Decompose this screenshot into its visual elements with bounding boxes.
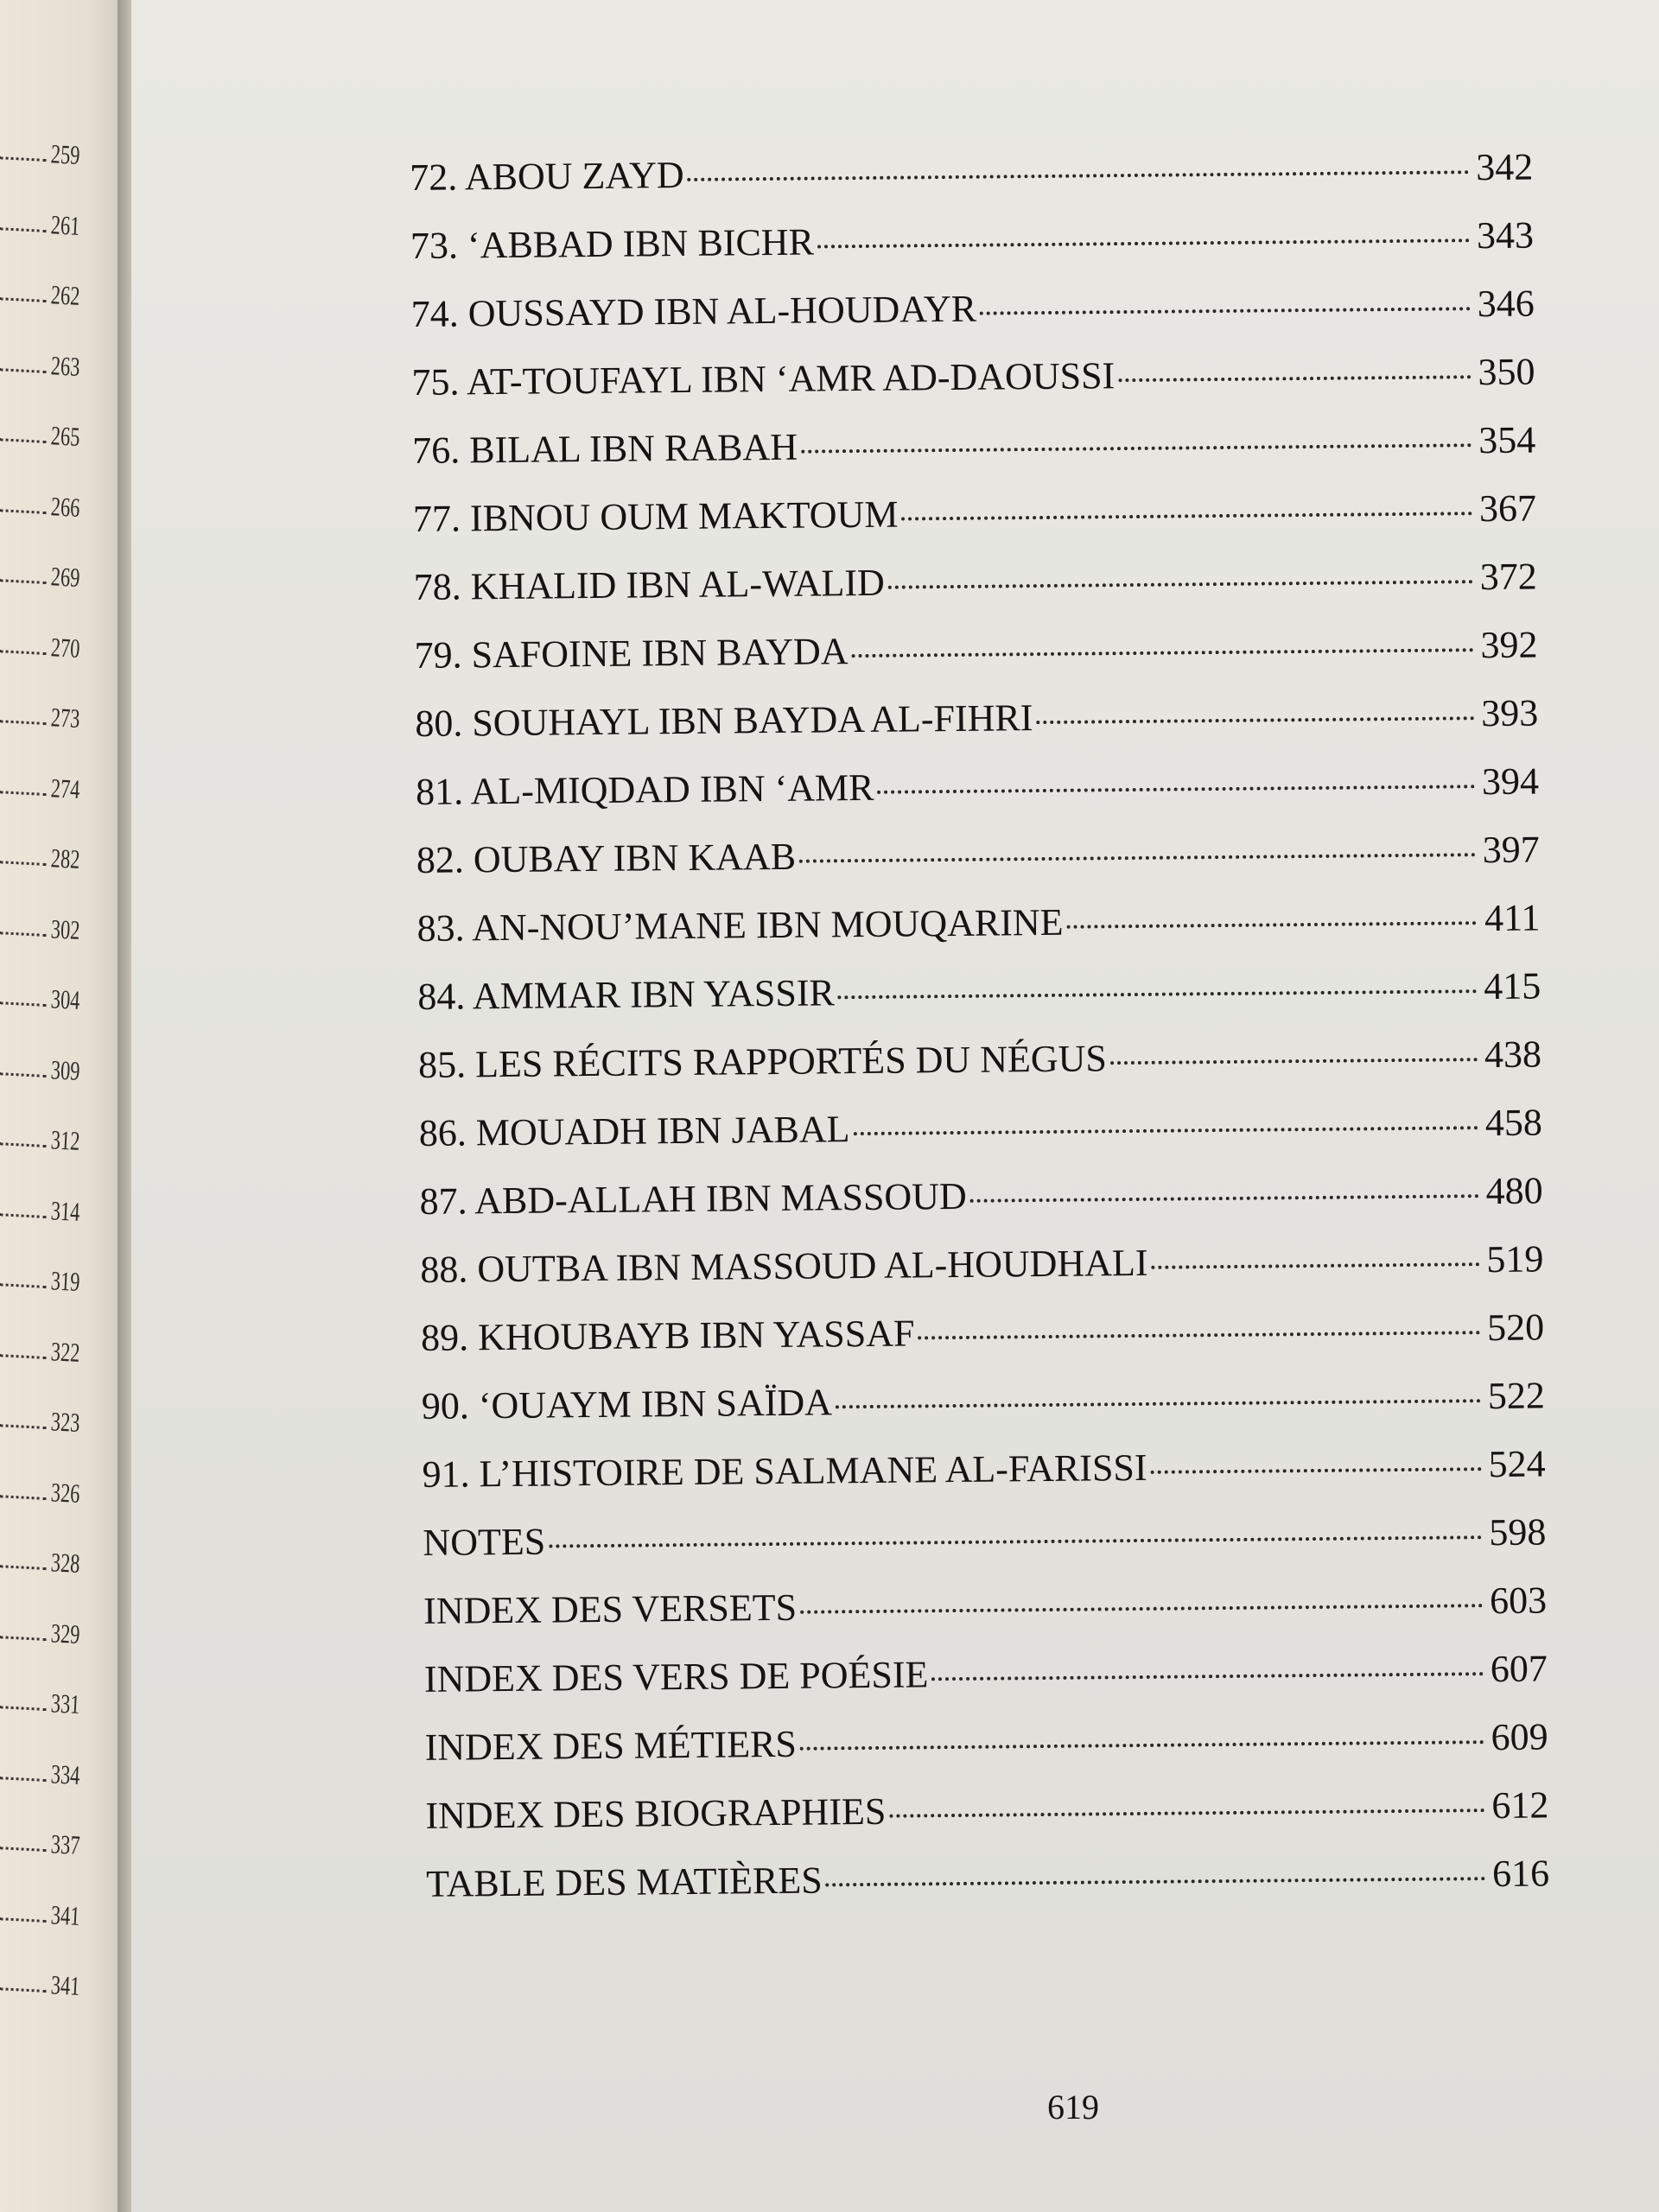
toc-entry-title: 89. KHOUBAYB IBN YASSAF: [420, 1312, 915, 1359]
dot-leader: [889, 1808, 1484, 1818]
toc-entry-page: 616: [1491, 1852, 1550, 1896]
previous-page-entry-number: 274: [49, 772, 80, 804]
toc-entry-title: NOTES: [423, 1520, 546, 1564]
previous-page-entry-number: 322: [49, 1335, 80, 1368]
previous-page-entry-number: 282: [49, 842, 80, 874]
toc-entry: [425, 1783, 1549, 1861]
toc-entry-page: 393: [1481, 691, 1539, 735]
toc-entry-page: 609: [1491, 1715, 1548, 1759]
toc-entry-page: 350: [1478, 350, 1535, 394]
toc-entry: [416, 759, 1540, 837]
previous-page-entry-number: 273: [49, 702, 80, 734]
dot-leader: [0, 297, 47, 302]
previous-page-entry: [0, 1330, 80, 1369]
dot-leader: [0, 931, 47, 937]
dot-leader: [0, 1917, 47, 1923]
dot-leader: [1110, 1058, 1478, 1065]
previous-page-entry-number: 269: [49, 561, 80, 593]
toc-entry-title: 85. LES RÉCITS RAPPORTÉS DU NÉGUS: [417, 1037, 1108, 1086]
dot-leader: [852, 648, 1474, 658]
toc-entry: [424, 1714, 1548, 1793]
toc-entry-page: 372: [1479, 555, 1537, 599]
toc-entry: [411, 350, 1535, 429]
dot-leader: [0, 861, 47, 866]
toc-entry-page: 354: [1478, 418, 1536, 462]
toc-entry-page: 343: [1476, 213, 1535, 257]
previous-page-entry-number: 270: [49, 631, 80, 664]
previous-page-entry: [0, 766, 80, 805]
previous-page-entry: [0, 344, 80, 383]
previous-page-entry-number: 329: [49, 1617, 80, 1649]
toc-entry: [411, 282, 1535, 360]
previous-page-entry-number: 341: [49, 1969, 80, 2001]
dot-leader: [688, 170, 1470, 181]
dot-leader: [0, 1777, 47, 1782]
previous-page-entry-number: 341: [49, 1898, 80, 1931]
toc-entry-page: 520: [1486, 1306, 1545, 1350]
previous-page-entry: [0, 1541, 80, 1580]
previous-page-entry: [0, 1963, 80, 2002]
previous-page-entry-number: 326: [49, 1476, 80, 1509]
dot-leader: [980, 307, 1471, 315]
previous-page-entry: [0, 203, 80, 242]
dot-leader: [970, 1194, 1479, 1203]
toc-entry-title: 88. OUTBA IBN MASSOUD AL-HOUDHALI: [420, 1241, 1148, 1291]
toc-entry-page: 438: [1484, 1033, 1542, 1077]
toc-entry-title: 90. ‘OUAYM IBN SAÏDA: [421, 1381, 833, 1427]
toc-entry: [412, 418, 1536, 497]
dot-leader: [0, 579, 47, 584]
previous-page-entry-number: 312: [49, 1124, 80, 1156]
previous-page-entry: [0, 555, 80, 594]
previous-page-entry: [0, 273, 80, 312]
previous-page-entry-number: 328: [49, 1547, 80, 1579]
dot-leader: [800, 1740, 1484, 1751]
dot-leader: [901, 512, 1472, 520]
dot-leader: [800, 1604, 1483, 1614]
previous-page-entry-number: 331: [49, 1688, 80, 1719]
toc-entry: [419, 1100, 1543, 1179]
toc-entry-title: 82. OUBAY IBN KAAB: [416, 835, 797, 881]
previous-page-entry-number: 259: [49, 138, 80, 170]
toc-entry-page: 346: [1477, 282, 1535, 326]
toc-entry-page: 415: [1484, 964, 1541, 1008]
previous-page-entry: [0, 977, 80, 1016]
toc-entry-page: 524: [1488, 1442, 1546, 1486]
previous-page-entry-number: 304: [49, 983, 80, 1015]
previous-page-entry: [0, 626, 80, 664]
dot-leader: [0, 650, 47, 655]
toc-entry-page: 607: [1490, 1647, 1548, 1691]
previous-page-entry: [0, 1048, 80, 1087]
dot-leader: [0, 720, 47, 725]
toc-entry: [418, 1032, 1542, 1110]
dot-leader: [0, 1495, 47, 1500]
dot-leader: [888, 580, 1473, 588]
previous-page-entry-number: 309: [49, 1053, 80, 1086]
toc-entry-page: 411: [1484, 896, 1541, 940]
toc-entry-title: INDEX DES BIOGRAPHIES: [425, 1789, 887, 1837]
toc-entry-title: 72. ABOU ZAYD: [410, 153, 684, 199]
toc-entry-title: 86. MOUADH IBN JABAL: [418, 1108, 850, 1154]
dot-leader: [0, 1706, 47, 1711]
toc-entry-page: 392: [1480, 623, 1538, 667]
toc-entry: [421, 1305, 1545, 1383]
dot-leader: [549, 1535, 1482, 1548]
toc-entry: [422, 1373, 1546, 1452]
toc-entry-page: 367: [1478, 486, 1537, 531]
toc-entry: [422, 1441, 1546, 1520]
dot-leader: [0, 368, 47, 373]
previous-page-entry: [0, 836, 80, 875]
toc-entry: [423, 1510, 1547, 1588]
toc-entry: [423, 1578, 1548, 1656]
dot-leader: [0, 791, 47, 796]
dot-leader: [817, 238, 1470, 248]
toc-entry-page: 342: [1475, 145, 1534, 189]
previous-page-entry: [0, 907, 80, 946]
dot-leader: [1036, 716, 1474, 724]
dot-leader: [0, 1424, 47, 1429]
dot-leader: [918, 1331, 1480, 1339]
previous-page: [0, 0, 123, 2212]
dot-leader: [1151, 1262, 1479, 1269]
previous-page-entry: [0, 414, 80, 453]
toc-entry: [410, 145, 1534, 224]
dot-leader: [0, 1213, 47, 1218]
previous-page-entry: [0, 1893, 80, 1932]
dot-leader: [0, 1283, 47, 1288]
dot-leader: [1151, 1467, 1482, 1474]
toc-entry: [415, 690, 1539, 769]
previous-page-entry: [0, 1259, 80, 1298]
toc-entry: [416, 827, 1541, 906]
dot-leader: [0, 1847, 47, 1852]
dot-leader: [0, 1636, 47, 1641]
previous-page-entry-number: 334: [49, 1758, 80, 1790]
previous-page-entry-number: 266: [49, 490, 80, 523]
previous-page-entry-number: 302: [49, 912, 80, 945]
previous-page-entry: [0, 485, 80, 524]
toc-entry: [419, 1168, 1543, 1247]
toc-entry-title: INDEX DES VERS DE POÉSIE: [423, 1653, 929, 1700]
toc-entry-page: 598: [1489, 1510, 1547, 1554]
dot-leader: [0, 509, 47, 514]
toc-entry: [414, 554, 1538, 632]
dot-leader: [0, 1987, 47, 1993]
previous-page-entry: [0, 1118, 80, 1157]
previous-page-entry: [0, 1681, 80, 1720]
toc-entry-page: 480: [1485, 1169, 1543, 1213]
dot-leader: [836, 1399, 1481, 1408]
toc-entry-title: 77. IBNOU OUM MAKTOUM: [412, 493, 899, 540]
toc-entry-title: 79. SAFOINE IBN BAYDA: [414, 630, 849, 677]
previous-page-entry: [0, 1471, 80, 1510]
previous-page-entry: [0, 1752, 80, 1791]
toc-entry-title: 83. AN-NOU’MANE IBN MOUQARINE: [416, 900, 1064, 950]
toc-entry-page: 458: [1484, 1101, 1543, 1145]
previous-page-entry: [0, 1822, 80, 1861]
toc-entry-page: 522: [1487, 1374, 1546, 1418]
toc-entry: [426, 1851, 1550, 1929]
toc-entry: [413, 486, 1537, 565]
previous-page-entry: [0, 132, 80, 171]
dot-leader: [0, 227, 47, 232]
dot-leader: [838, 989, 1478, 999]
previous-page-entry-number: 263: [49, 349, 80, 382]
dot-leader: [0, 156, 47, 162]
dot-leader: [826, 1877, 1486, 1886]
page-number: 619: [1047, 2088, 1099, 2126]
table-of-contents: [410, 145, 1550, 1936]
dot-leader: [0, 1001, 47, 1007]
dot-leader: [0, 1072, 47, 1077]
previous-page-entry: [0, 1400, 80, 1439]
dot-leader: [878, 785, 1476, 794]
previous-page-entry: [0, 696, 80, 734]
dot-leader: [854, 1126, 1478, 1135]
toc-entry-title: 76. BILAL IBN RABAH: [412, 425, 798, 472]
toc-entry-title: 91. L’HISTOIRE DE SALMANE AL-FARISSI: [422, 1446, 1147, 1496]
toc-entry-title: 73. ‘ABBAD IBN BICHR: [410, 220, 815, 267]
toc-entry-page: 612: [1491, 1783, 1549, 1827]
toc-entry: [410, 213, 1535, 292]
dot-leader: [1067, 921, 1477, 929]
previous-page-entry-number: 261: [49, 208, 80, 241]
toc-entry-page: 603: [1489, 1579, 1548, 1623]
toc-entry-title: 80. SOUHAYL IBN BAYDA AL-FIHRI: [415, 696, 1033, 745]
previous-page-entry: [0, 1189, 80, 1228]
dot-leader: [799, 853, 1476, 863]
previous-page-entry-number: 314: [49, 1194, 80, 1227]
toc-entry-title: INDEX DES MÉTIERS: [424, 1722, 798, 1769]
previous-page-entry-number: 337: [49, 1828, 80, 1860]
dot-leader: [0, 1565, 47, 1570]
toc-entry: [417, 963, 1541, 1042]
toc-entry-title: 75. AT-TOUFAYL IBN ‘AMR AD-DAOUSSI: [411, 354, 1116, 404]
toc-entry-page: 519: [1486, 1237, 1544, 1281]
dot-leader: [0, 438, 47, 443]
previous-page-entry-number: 265: [49, 420, 80, 452]
toc-entry-title: 78. KHALID IBN AL-WALID: [413, 561, 886, 608]
toc-entry-title: 87. ABD-ALLAH IBN MASSOUD: [419, 1174, 967, 1223]
dot-leader: [801, 443, 1471, 453]
current-page: [131, 0, 1659, 2212]
previous-page-entry-number: 319: [49, 1265, 80, 1297]
previous-page-entry-number: 262: [49, 279, 80, 311]
toc-entry: [414, 622, 1538, 701]
dot-leader: [0, 1354, 47, 1359]
toc-entry: [424, 1646, 1548, 1725]
dot-leader: [1118, 375, 1471, 382]
toc-entry: [416, 895, 1541, 974]
previous-page-entry-number: 323: [49, 1406, 80, 1438]
toc-entry-title: INDEX DES VERSETS: [423, 1586, 798, 1632]
toc-entry-title: TABLE DES MATIÈRES: [425, 1859, 823, 1905]
toc-entry-title: 74. OUSSAYD IBN AL-HOUDAYR: [410, 287, 977, 335]
toc-entry-title: 81. AL-MIQDAD IBN ‘AMR: [415, 766, 874, 813]
toc-entry-page: 394: [1481, 760, 1540, 804]
previous-page-entry: [0, 1611, 80, 1650]
toc-entry: [420, 1236, 1544, 1315]
toc-entry-page: 397: [1482, 828, 1541, 872]
dot-leader: [0, 1142, 47, 1147]
toc-entry-title: 84. AMMAR IBN YASSIR: [417, 971, 836, 1018]
dot-leader: [931, 1672, 1484, 1681]
